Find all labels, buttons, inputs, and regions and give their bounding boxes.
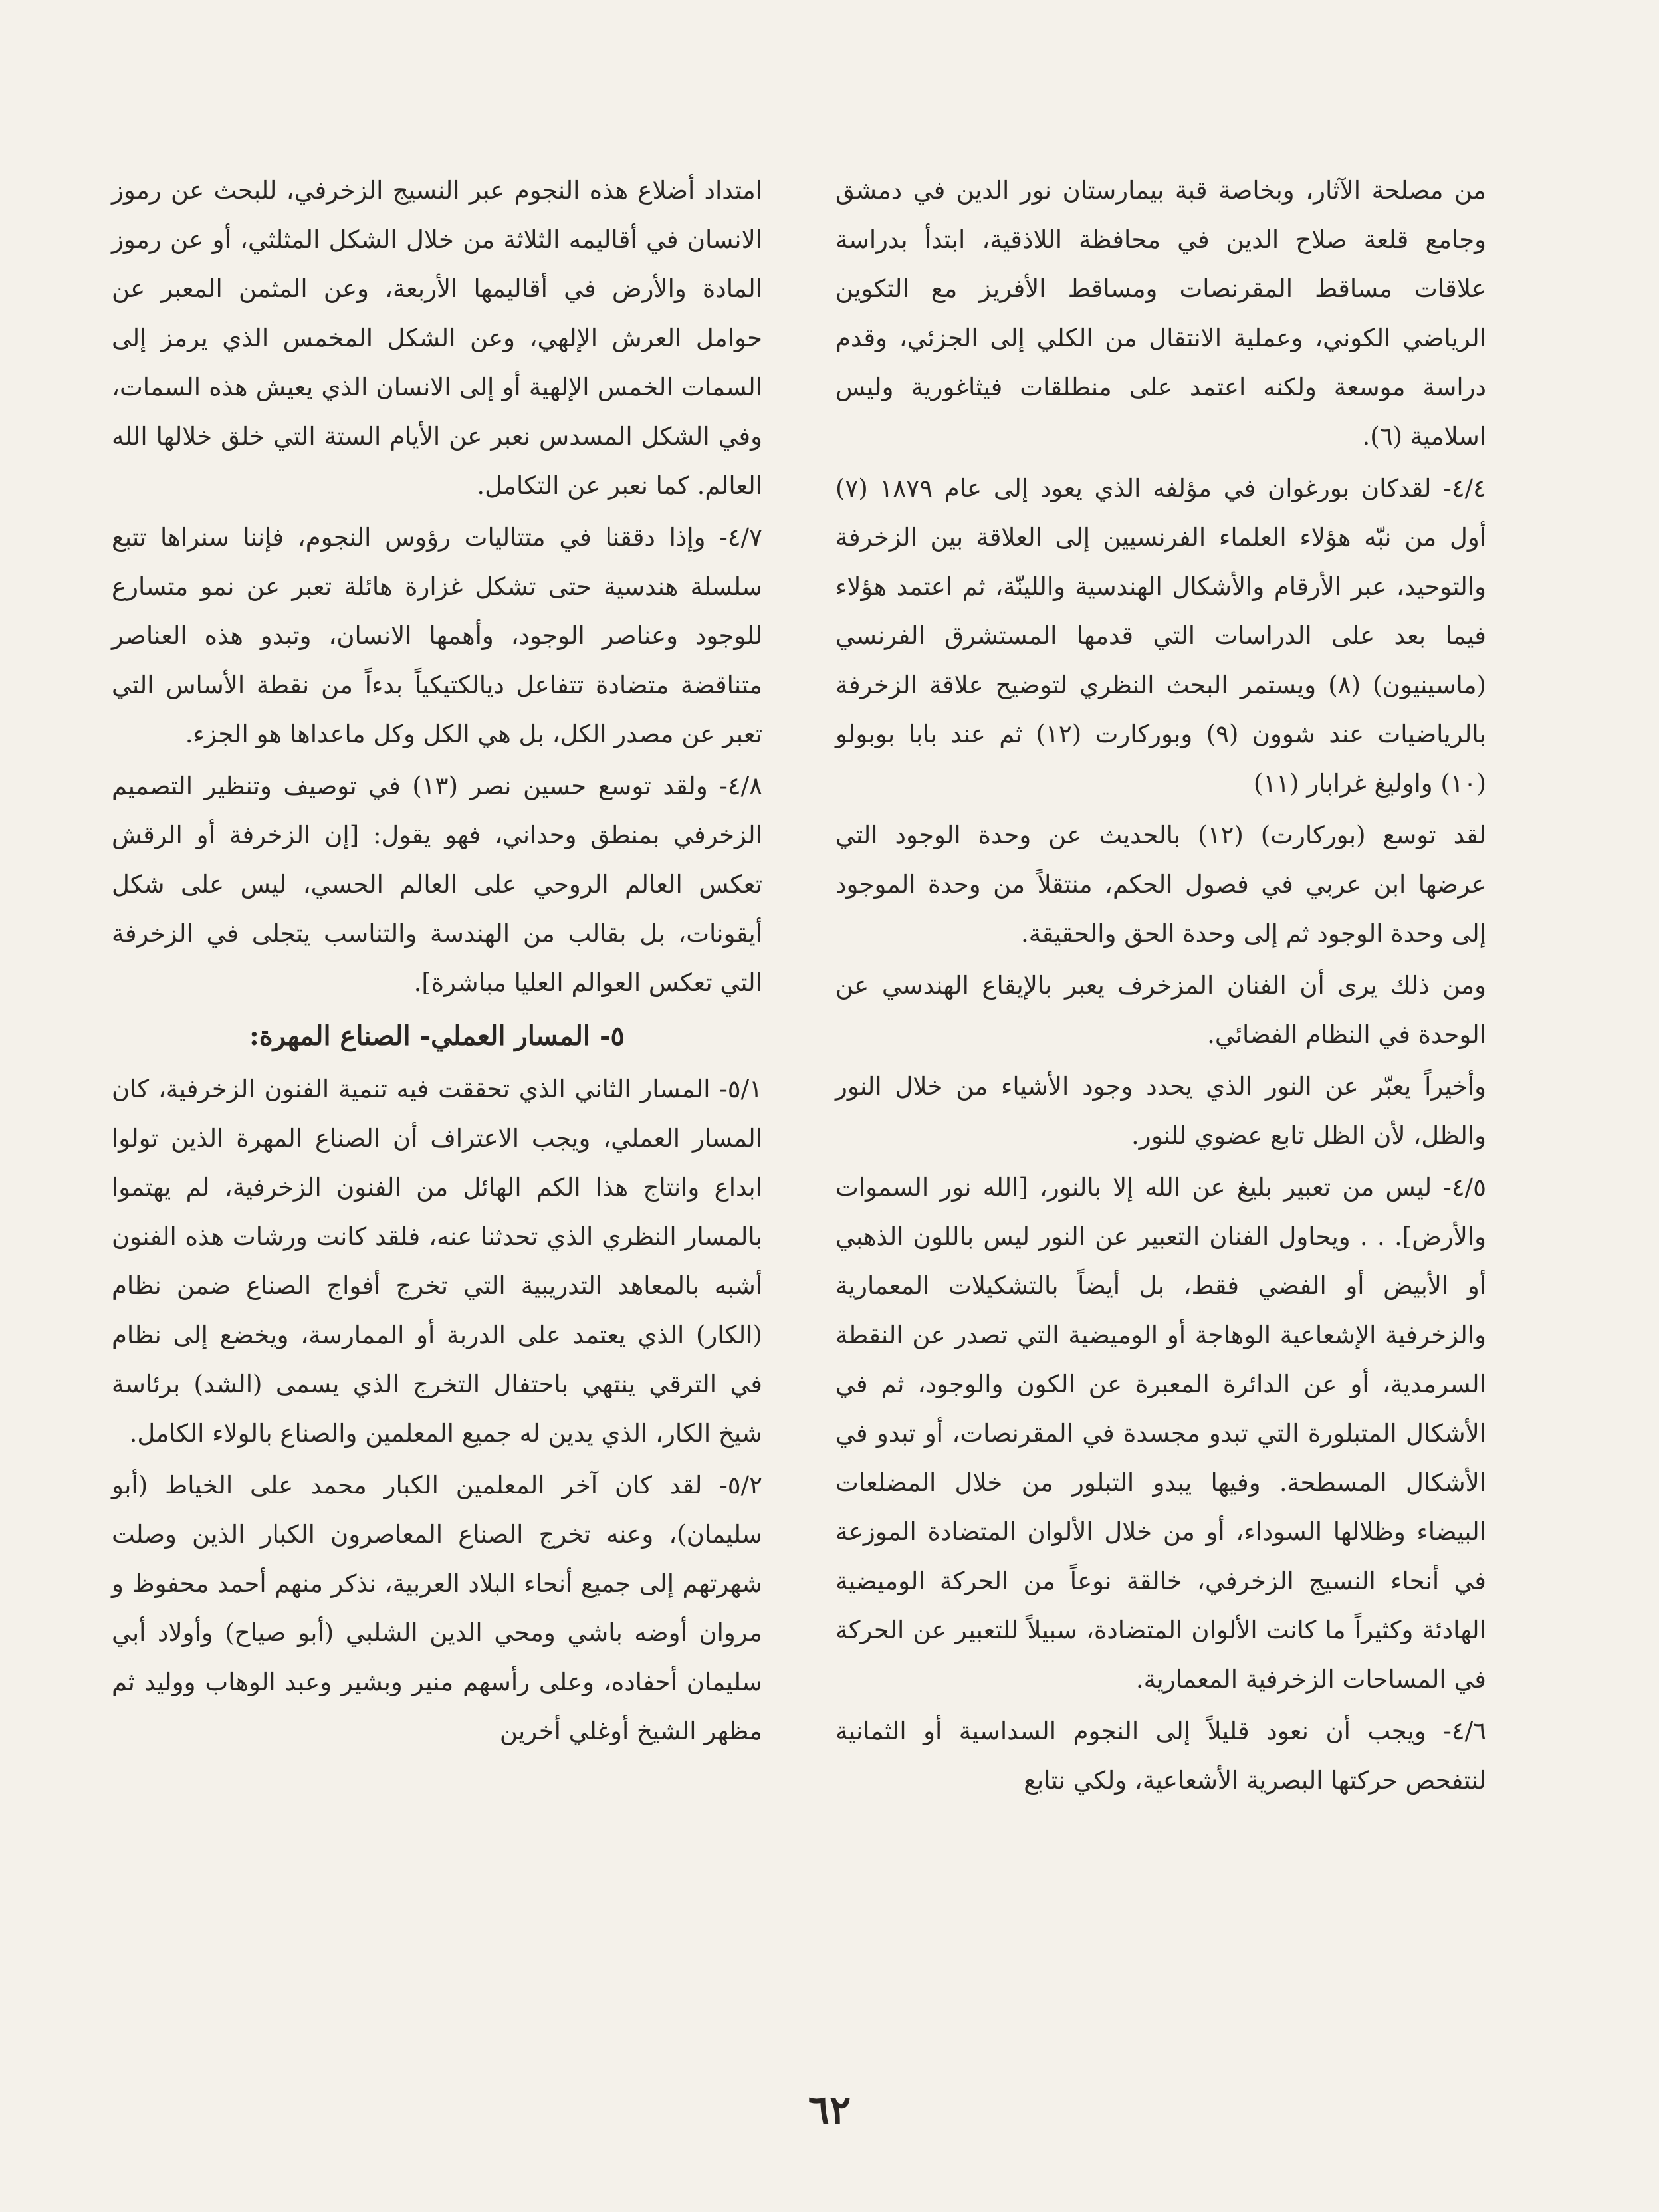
paragraph: ٤/٥- ليس من تعبير بليغ عن الله إلا بالنور، [الله نور السموات والأرض]. . . ويحاول الفنان التعبير عن النور ليس باللون الذهبي أو الأبيض أو الفضي فقط، بل أيضاً بالتشكيلات المعمارية والزخرفية الإشعاعية الوهاجة أو الوميضية التي تصدر عن النقطة السرمدية، أو عن الدائرة المعبرة عن الكون والوجود، ثم في الأشكال المتبلورة التي تبدو مجسدة في المقرنصات، أو تبدو في الأشكال المسطحة. وفيها يبدو التبلور من خلال المضلعات البيضاء وظلالها السوداء، أو من خلال الألوان المتضادة الموزعة في أنحاء النسيج الزخرفي، خالقة نوعاً من الحركة الوميضية الهادئة وكثيراً ما كانت الألوان المتضادة، سبيلاً للتعبير عن الحركة في المساحات الزخرفية المعمارية. xyxy=(835,1173,1486,1694)
paragraph: ٤/٨- ولقد توسع حسين نصر (١٣) في توصيف وتنظير التصميم الزخرفي بمنطق وحداني، فهو يقول: [إن الزخرفة أو الرقش تعكس العالم الروحي على العالم الحسي، ليس على شكل أيقونات، بل بقالب من الهندسة والتناسب يتجلى في الزخرفة التي تعكس العوالم العليا مباشرة]. xyxy=(112,772,762,997)
paragraph: من مصلحة الآثار، وبخاصة قبة بيمارستان نور الدين في دمشق وجامع قلعة صلاح الدين في محافظة اللاذقية، ابتدأ بدراسة علاقات مساقط المقرنصات ومساقط الأفريز مع التكوين الرياضي الكوني، وعملية الانتقال من الكلي إلى الجزئي، وقدم دراسة موسعة ولكنه اعتمد على منطلقات فيثاغورية وليس اسلامية (٦). xyxy=(835,176,1486,451)
page-number: ٦٢ xyxy=(808,2087,851,2134)
right-column xyxy=(835,166,1486,2127)
paragraph: امتداد أضلاع هذه النجوم عبر النسيج الزخرفي، للبحث عن رموز الانسان في أقاليمه الثلاثة من خلال الشكل المثلثي، أو عن رموز المادة والأرض في أقاليمها الأربعة، وعن المثمن المعبر عن حوامل العرش الإلهي، وعن الشكل المخمس الذي يرمز إلى السمات الخمس الإلهية أو إلى الانسان الذي يعيش هذه السمات، وفي الشكل المسدس نعبر عن الأيام الستة التي خلق خلالها الله العالم. كما نعبر عن التكامل. xyxy=(112,176,762,500)
left-column xyxy=(112,166,762,2127)
text-columns xyxy=(112,166,1486,2127)
paragraph: ٤/٦- ويجب أن نعود قليلاً إلى النجوم السداسية أو الثمانية لنتفحص حركتها البصرية الأشعاعية، ولكي نتابع xyxy=(835,1717,1486,1795)
paragraph: لقد توسع (بوركارت) (١٢) بالحديث عن وحدة الوجود التي عرضها ابن عربي في فصول الحكم، منتقلاً من وحدة الموجود إلى وحدة الوجود ثم إلى وحدة الحق والحقيقة. xyxy=(835,821,1486,948)
paragraph: ٥/٢- لقد كان آخر المعلمين الكبار محمد على الخياط (أبو سليمان)، وعنه تخرج الصناع المعاصرون الكبار الذين وصلت شهرتهم إلى جميع أنحاء البلاد العربية، نذكر منهم أحمد محفوظ و مروان أوضه باشي ومحي الدين الشلبي (أبو صياح) وأولاد أبي سليمان أحفاده، وعلى رأسهم منير وبشير وعبد الوهاب ووليد ثم مظهر الشيخ أوغلي أخرين xyxy=(112,1471,762,1745)
paragraph: ٥/١- المسار الثاني الذي تحققت فيه تنمية الفنون الزخرفية، كان المسار العملي، ويجب الاعتراف أن الصناع المهرة الذين تولوا ابداع وانتاج هذا الكم الهائل من الفنون الزخرفية، لم يهتموا بالمسار النظري الذي تحدثنا عنه، فلقد كانت ورشات هذه الفنون أشبه بالمعاهد التدريبية التي تخرج أفواج الصناع ضمن نظام (الكار) الذي يعتمد على الدربة أو الممارسة، ويخضع إلى نظام في الترقي ينتهي باحتفال التخرج الذي يسمى (الشد) برئاسة شيخ الكار، الذي يدين له جميع المعلمين والصناع بالولاء الكامل. xyxy=(112,1075,762,1448)
paragraph: وأخيراً يعبّر عن النور الذي يحدد وجود الأشياء من خلال النور والظل، لأن الظل تابع عضوي للنور. xyxy=(835,1072,1486,1150)
section-heading: ٥- المسار العملي- الصناع المهرة: xyxy=(249,1020,625,1051)
paragraph: ٤/٧- وإذا دققنا في متتاليات رؤوس النجوم، فإننا سنراها تتبع سلسلة هندسية حتى تشكل غزارة هائلة تعبر عن نمو متسارع للوجود وعناصر الوجود، وأهمها الانسان، وتبدو هذه العناصر متناقضة متضادة تتفاعل ديالكتيكياً بدءاً من نقطة الأساس التي تعبر عن مصدر الكل، بل هي الكل وكل ماعداها هو الجزء. xyxy=(112,523,762,748)
paragraph: ٤/٤- لقدكان بورغوان في مؤلفه الذي يعود إلى عام ١٨٧٩ (٧) أول من نبّه هؤلاء العلماء الفرنسيين إلى العلاقة بين الزخرفة والتوحيد، عبر الأرقام والأشكال الهندسية واللينّة، ثم اعتمد هؤلاء فيما بعد على الدراسات التي قدمها المستشرق الفرنسي (ماسينيون) (٨) ويستمر البحث النظري لتوضيح علاقة الزخرفة بالرياضيات عند شوون (٩) وبوركارت (١٢) ثم عند بابا بوبولو (١٠) واوليغ غرابار (١١) xyxy=(835,474,1486,798)
paragraph: ومن ذلك يرى أن الفنان المزخرف يعبر بالإيقاع الهندسي عن الوحدة في النظام الفضائي. xyxy=(835,971,1486,1049)
